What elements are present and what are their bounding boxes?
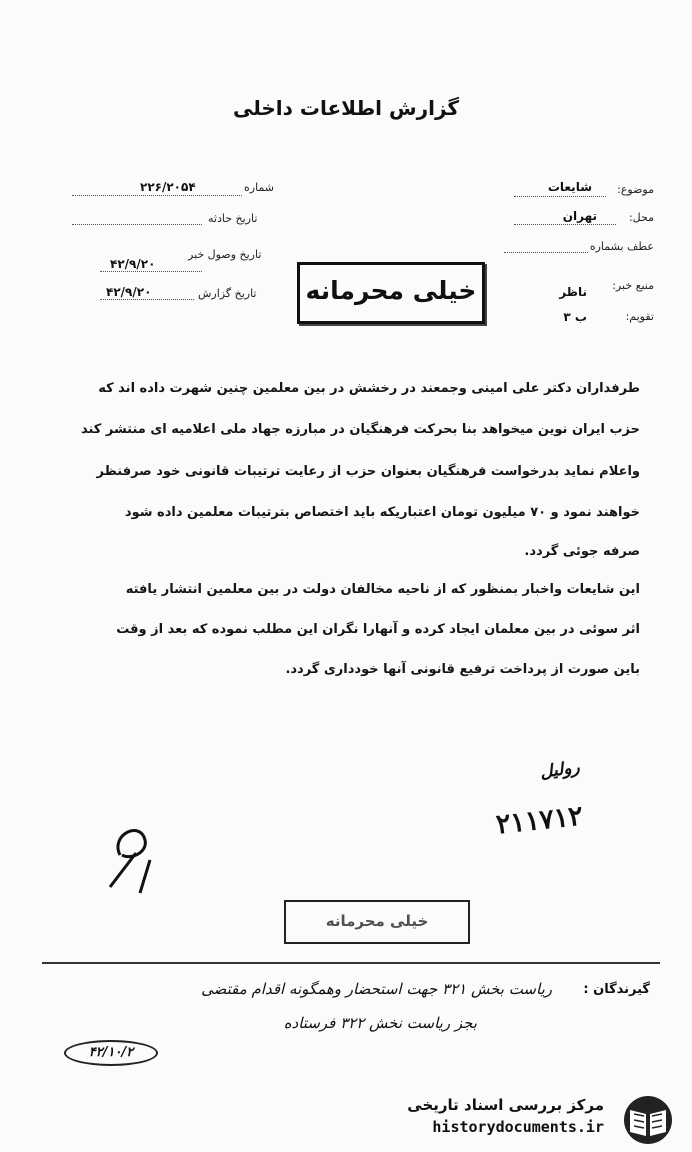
body-line: حزب ایران نوین میخواهد بنا بحرکت فرهنگیان در مبارزه جهاد ملی اعلامیه ای منتشر کند <box>80 422 640 437</box>
secondary-stamp: خیلی محرمانه <box>284 900 470 944</box>
body-line: اثر سوئی در بین معلمان ایجاد کرده و آنهارا نگران این مطلب نموده که بعد از وقت <box>116 622 640 637</box>
location-value: تهران <box>562 209 597 223</box>
classification-stamp <box>297 262 485 324</box>
rating-value: ب ۳ <box>563 310 587 324</box>
classification-text: خیلی محرمانه <box>305 276 477 305</box>
body-line: این شایعات واخبار بمنظور که از ناحیه مخالفان دولت در بین معلمین انتشار یافته <box>125 582 640 597</box>
handwritten-number: ۲۱۱۷۱۲ <box>494 800 585 841</box>
handwritten-signature: رولیل <box>538 757 581 783</box>
oval-note: ۴۲/۱۰/۲ <box>64 1040 158 1066</box>
subject-value: شایعات <box>547 180 592 194</box>
recipient-line: ریاست بخش ۳۲۱ جهت استحضار وهمگونه اقدام مقتضی <box>201 980 552 998</box>
document-title: گزارش اطلاعات داخلی <box>232 96 460 120</box>
recipients-label: گیرندگان : <box>583 982 650 997</box>
number-label: شماره <box>244 181 275 194</box>
news-source-label: منبع خبر: <box>612 279 654 292</box>
subject-label: موضوع: <box>617 183 654 196</box>
reference-label: عطف بشماره <box>589 240 654 253</box>
location-label: محل: <box>628 211 654 224</box>
body-line: باین صورت از پرداخت ترفیع قانونی آنها خودداری گردد. <box>285 662 640 677</box>
body-line: طرفداران دکتر علی امینی وجمعند در رخشش در بین معلمین چنین شهرت داده اند که <box>98 381 640 396</box>
footer-watermark <box>384 1090 684 1146</box>
body-line: واعلام نماید بدرخواست فرهنگیان بعنوان حزب از رعایت ترتیبات قانونی خود صرفنظر <box>96 464 640 479</box>
news-source-value: ناظر <box>559 285 587 299</box>
divider <box>42 962 660 964</box>
body-line: خواهند نمود و ۷۰ میلیون تومان اعتباریکه باید اختصاص بترتیبات معلمین داده شود <box>124 505 640 520</box>
body-line: صرفه جوئی گردد. <box>524 544 640 559</box>
receipt-date-value: ۴۲/۹/۲۰ <box>110 257 156 271</box>
receipt-date-label: تاریخ وصول خبر <box>188 248 262 261</box>
website-text: historydocuments.ir <box>432 1118 604 1136</box>
rating-label: تقویم: <box>625 310 654 323</box>
number-value: ۲۲۶/۲۰۵۴ <box>140 180 196 194</box>
incident-date-label: تاریخ حادثه <box>208 212 258 225</box>
report-date-label: تاریخ گزارش <box>198 287 257 300</box>
org-name: مرکز بررسی اسناد تاریخی <box>407 1096 604 1114</box>
handwritten-mark-icon <box>100 815 170 895</box>
recipient-line: بجز ریاست نخش ۳۲۲ فرستاده <box>283 1014 477 1032</box>
report-date-value: ۴۲/۹/۲۰ <box>106 285 152 299</box>
book-logo-icon <box>616 1094 680 1146</box>
